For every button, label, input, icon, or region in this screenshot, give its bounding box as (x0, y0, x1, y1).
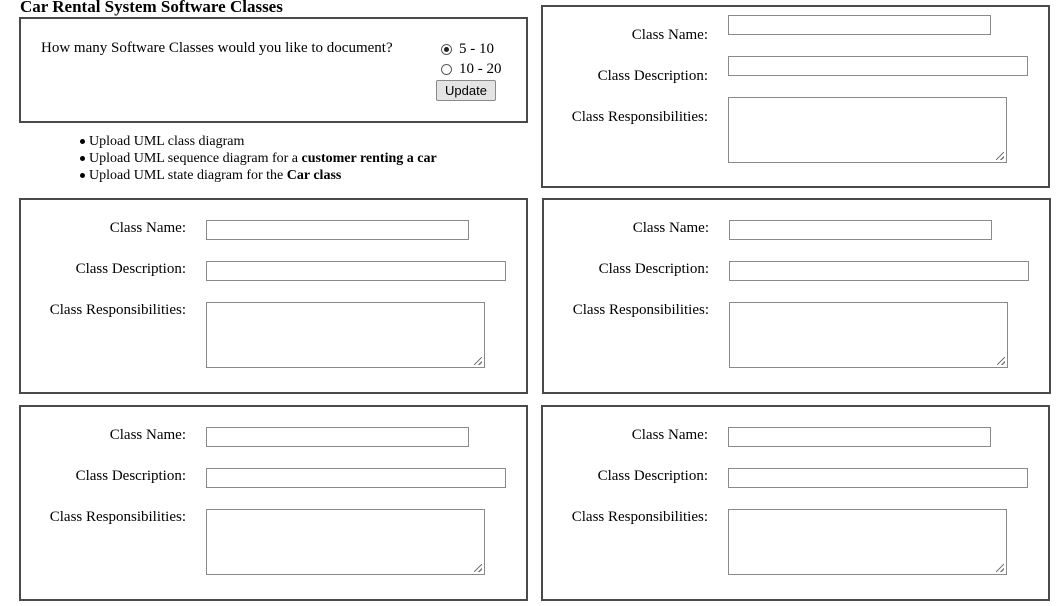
class-name-input[interactable] (206, 220, 469, 240)
class-count-picker (19, 17, 528, 123)
option-5-10-label: 5 - 10 (459, 41, 494, 57)
task-state-diagram (80, 167, 437, 184)
task-state-diagram-emphasis: Car class (286, 168, 342, 183)
class-name-input[interactable] (728, 15, 991, 35)
update-button[interactable]: Update (436, 80, 496, 101)
class-description-label: Class Description: (598, 261, 709, 277)
class-responsibilities-textarea[interactable] (728, 97, 1007, 163)
class-description-label: Class Description: (75, 261, 186, 277)
class-responsibilities-textarea[interactable] (206, 509, 485, 575)
option-10-20[interactable] (441, 61, 502, 78)
class-name-label: Class Name: (631, 427, 708, 443)
task-class-diagram-text: Upload UML class diagram (89, 134, 245, 149)
class-name-input[interactable] (728, 427, 991, 447)
task-sequence-diagram-emphasis: customer renting a car (301, 151, 437, 166)
resize-handle-icon[interactable] (996, 152, 1004, 160)
radio-5-10[interactable] (441, 44, 452, 55)
task-sequence-diagram (80, 150, 437, 167)
class-description-input[interactable] (728, 56, 1028, 76)
class-description-input[interactable] (728, 468, 1028, 488)
bullet-icon (80, 156, 85, 161)
class-responsibilities-textarea[interactable] (206, 302, 485, 368)
class-responsibilities-label: Class Responsibilities: (571, 509, 708, 525)
option-5-10[interactable] (441, 41, 494, 58)
class-responsibilities-label: Class Responsibilities: (49, 509, 186, 525)
class-card-1 (541, 5, 1050, 188)
class-description-input[interactable] (206, 261, 506, 281)
task-sequence-diagram-text: Upload UML sequence diagram for a (89, 151, 299, 166)
class-name-input[interactable] (729, 220, 992, 240)
class-responsibilities-label: Class Responsibilities: (49, 302, 186, 318)
resize-handle-icon[interactable] (996, 564, 1004, 572)
class-name-label: Class Name: (632, 220, 709, 236)
class-responsibilities-textarea[interactable] (729, 302, 1008, 368)
class-card-5 (541, 405, 1050, 601)
task-state-diagram-text: Upload UML state diagram for the (89, 168, 284, 183)
class-responsibilities-label: Class Responsibilities: (571, 109, 708, 125)
class-name-label: Class Name: (109, 220, 186, 236)
class-description-input[interactable] (206, 468, 506, 488)
class-description-label: Class Description: (75, 468, 186, 484)
class-card-4 (19, 405, 528, 601)
resize-handle-icon[interactable] (474, 357, 482, 365)
class-description-label: Class Description: (597, 468, 708, 484)
bullet-icon (80, 139, 85, 144)
class-card-2 (19, 198, 528, 394)
class-count-question: How many Software Classes would you like to document? (41, 40, 393, 56)
class-description-input[interactable] (729, 261, 1029, 281)
option-10-20-label: 10 - 20 (459, 61, 502, 77)
task-class-diagram (80, 133, 437, 150)
radio-10-20[interactable] (441, 64, 452, 75)
page-title: Car Rental System Software Classes (20, 0, 283, 16)
class-responsibilities-textarea[interactable] (728, 509, 1007, 575)
resize-handle-icon[interactable] (474, 564, 482, 572)
class-name-input[interactable] (206, 427, 469, 447)
bullet-icon (80, 173, 85, 178)
class-card-3 (542, 198, 1051, 394)
class-name-label: Class Name: (631, 27, 708, 43)
class-description-label: Class Description: (597, 68, 708, 84)
upload-task-list (80, 133, 437, 184)
class-responsibilities-label: Class Responsibilities: (572, 302, 709, 318)
class-name-label: Class Name: (109, 427, 186, 443)
resize-handle-icon[interactable] (997, 357, 1005, 365)
